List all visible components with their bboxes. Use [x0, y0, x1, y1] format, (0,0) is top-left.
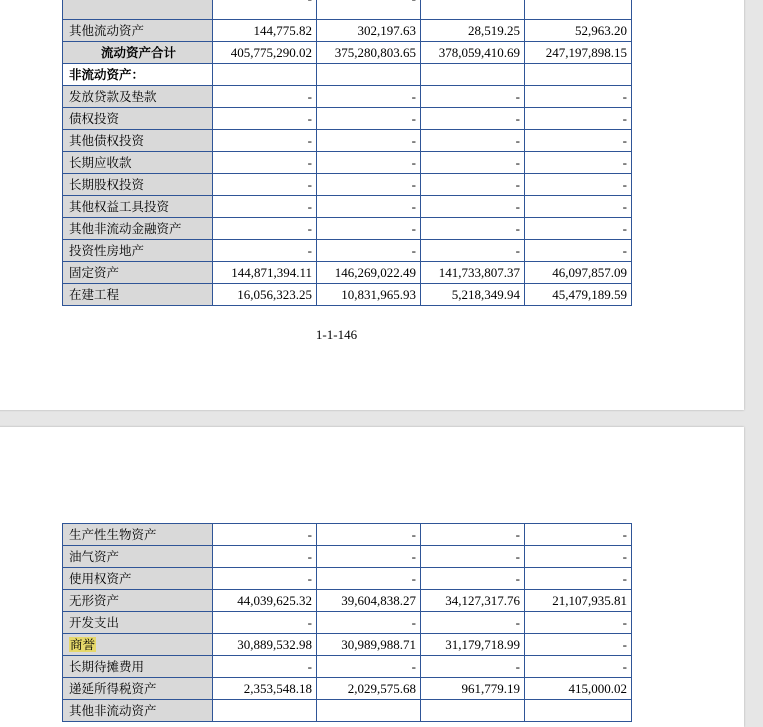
- value-cell: 405,775,290.02: [213, 42, 317, 64]
- value-cell: 961,779.19: [421, 678, 525, 700]
- value-cell: -: [525, 86, 632, 108]
- value-cell: -: [421, 568, 525, 590]
- value-cell: 30,889,532.98: [213, 634, 317, 656]
- table-row: [63, 568, 632, 590]
- value-cell: -: [525, 524, 632, 546]
- value-cell: 28,519.25: [421, 20, 525, 42]
- value-cell: -: [213, 524, 317, 546]
- value-cell: [317, 700, 421, 722]
- value-cell: -: [421, 546, 525, 568]
- table-row: [63, 86, 632, 108]
- table-row: [63, 218, 632, 240]
- row-label: 长期股权投资: [63, 174, 213, 196]
- value-cell: -: [525, 196, 632, 218]
- value-cell: -: [213, 612, 317, 634]
- value-cell: 378,059,410.69: [421, 42, 525, 64]
- table-row: [63, 42, 632, 64]
- value-cell: [421, 0, 525, 20]
- row-label: 流动资产合计: [63, 42, 213, 64]
- value-cell: 34,127,317.76: [421, 590, 525, 612]
- value-cell: -: [525, 568, 632, 590]
- table-row: [63, 634, 632, 656]
- table-row: [63, 0, 632, 20]
- value-cell: [213, 700, 317, 722]
- row-label: 发放贷款及垫款: [63, 86, 213, 108]
- value-cell: 39,604,838.27: [317, 590, 421, 612]
- value-cell: -: [421, 240, 525, 262]
- value-cell: -: [421, 152, 525, 174]
- value-cell: -: [317, 130, 421, 152]
- value-cell: -: [421, 218, 525, 240]
- value-cell: -: [317, 152, 421, 174]
- value-cell: 146,269,022.49: [317, 262, 421, 284]
- value-cell: 247,197,898.15: [525, 42, 632, 64]
- row-label: [63, 0, 213, 20]
- value-cell: -: [317, 174, 421, 196]
- value-cell: -: [213, 152, 317, 174]
- value-cell: -: [421, 86, 525, 108]
- value-cell: -: [317, 656, 421, 678]
- value-cell: 52,963.20: [525, 20, 632, 42]
- value-cell: -: [317, 568, 421, 590]
- table-row: [63, 700, 632, 722]
- row-label: 非流动资产：: [63, 64, 213, 86]
- table-row: [63, 284, 632, 306]
- value-cell: -: [421, 196, 525, 218]
- table-row: [63, 108, 632, 130]
- row-label: 债权投资: [63, 108, 213, 130]
- balance-sheet-table-top: [62, 0, 632, 306]
- highlighted-label: 商誉: [70, 636, 96, 652]
- value-cell: -: [421, 174, 525, 196]
- value-cell: [317, 0, 421, 20]
- value-cell: [525, 700, 632, 722]
- value-cell: 2,029,575.68: [317, 678, 421, 700]
- value-cell: -: [525, 634, 632, 656]
- value-cell: -: [525, 240, 632, 262]
- table-row: [63, 174, 632, 196]
- value-cell: 31,179,718.99: [421, 634, 525, 656]
- table-row: [63, 590, 632, 612]
- value-cell: 415,000.02: [525, 678, 632, 700]
- value-cell: -: [213, 86, 317, 108]
- row-label: 开发支出: [63, 612, 213, 634]
- value-cell: -: [213, 656, 317, 678]
- row-label: 无形资产: [63, 590, 213, 612]
- value-cell: 45,479,189.59: [525, 284, 632, 306]
- table-row: [63, 262, 632, 284]
- table-row: [63, 20, 632, 42]
- value-cell: -: [525, 152, 632, 174]
- document-page-2: [0, 427, 744, 727]
- row-label: 长期应收款: [63, 152, 213, 174]
- value-cell: -: [213, 568, 317, 590]
- row-label: 其他权益工具投资: [63, 196, 213, 218]
- value-cell: -: [421, 130, 525, 152]
- value-cell: -: [213, 218, 317, 240]
- value-cell: -: [213, 240, 317, 262]
- value-cell: 44,039,625.32: [213, 590, 317, 612]
- value-cell: -: [317, 524, 421, 546]
- value-cell: -: [317, 546, 421, 568]
- value-cell: -: [421, 108, 525, 130]
- row-label: 投资性房地产: [63, 240, 213, 262]
- value-cell: -: [421, 656, 525, 678]
- row-label: 长期待摊费用: [63, 656, 213, 678]
- balance-sheet-table-bottom: [62, 523, 632, 722]
- value-cell: -: [213, 130, 317, 152]
- table-row: [63, 152, 632, 174]
- table-row: [63, 240, 632, 262]
- value-cell: -: [525, 656, 632, 678]
- table-row: [63, 196, 632, 218]
- value-cell: 141,733,807.37: [421, 262, 525, 284]
- table-row: [63, 656, 632, 678]
- value-cell: 302,197.63: [317, 20, 421, 42]
- value-cell: -: [317, 196, 421, 218]
- row-label: 生产性生物资产: [63, 524, 213, 546]
- row-label: 其他非流动资产: [63, 700, 213, 722]
- value-cell: 375,280,803.65: [317, 42, 421, 64]
- table-row: [63, 130, 632, 152]
- value-cell: -: [525, 546, 632, 568]
- row-label: 使用权资产: [63, 568, 213, 590]
- row-label: 其他债权投资: [63, 130, 213, 152]
- value-cell: -: [213, 108, 317, 130]
- row-label: 其他非流动金融资产: [63, 218, 213, 240]
- value-cell: -: [317, 240, 421, 262]
- value-cell: 46,097,857.09: [525, 262, 632, 284]
- row-label: 油气资产: [63, 546, 213, 568]
- value-cell: -: [317, 86, 421, 108]
- value-cell: [421, 700, 525, 722]
- value-cell: [213, 64, 317, 86]
- table-row: [63, 64, 632, 86]
- row-label: 递延所得税资产: [63, 678, 213, 700]
- value-cell: -: [525, 108, 632, 130]
- value-cell: 2,353,548.18: [213, 678, 317, 700]
- value-cell: -: [421, 524, 525, 546]
- value-cell: [317, 64, 421, 86]
- value-cell: 5,218,349.94: [421, 284, 525, 306]
- value-cell: -: [525, 174, 632, 196]
- value-cell: 10,831,965.93: [317, 284, 421, 306]
- value-cell: [525, 64, 632, 86]
- row-label: 其他流动资产: [63, 20, 213, 42]
- value-cell: -: [525, 612, 632, 634]
- value-cell: -: [317, 108, 421, 130]
- table-row: [63, 546, 632, 568]
- value-cell: -: [213, 174, 317, 196]
- value-cell: 16,056,323.25: [213, 284, 317, 306]
- table-row: [63, 524, 632, 546]
- row-label: 在建工程: [63, 284, 213, 306]
- value-cell: 21,107,935.81: [525, 590, 632, 612]
- value-cell: -: [213, 546, 317, 568]
- value-cell: -: [317, 612, 421, 634]
- value-cell: 30,989,988.71: [317, 634, 421, 656]
- value-cell: [421, 64, 525, 86]
- table-row: [63, 678, 632, 700]
- value-cell: 144,871,394.11: [213, 262, 317, 284]
- value-cell: -: [525, 130, 632, 152]
- value-cell: -: [213, 196, 317, 218]
- value-cell: 144,775.82: [213, 20, 317, 42]
- value-cell: [213, 0, 317, 20]
- value-cell: -: [525, 218, 632, 240]
- row-label: 固定资产: [63, 262, 213, 284]
- value-cell: -: [421, 612, 525, 634]
- page-number: 1-1-146: [315, 327, 358, 342]
- table-row: [63, 612, 632, 634]
- row-label: [63, 634, 213, 656]
- value-cell: [525, 0, 632, 20]
- value-cell: -: [317, 218, 421, 240]
